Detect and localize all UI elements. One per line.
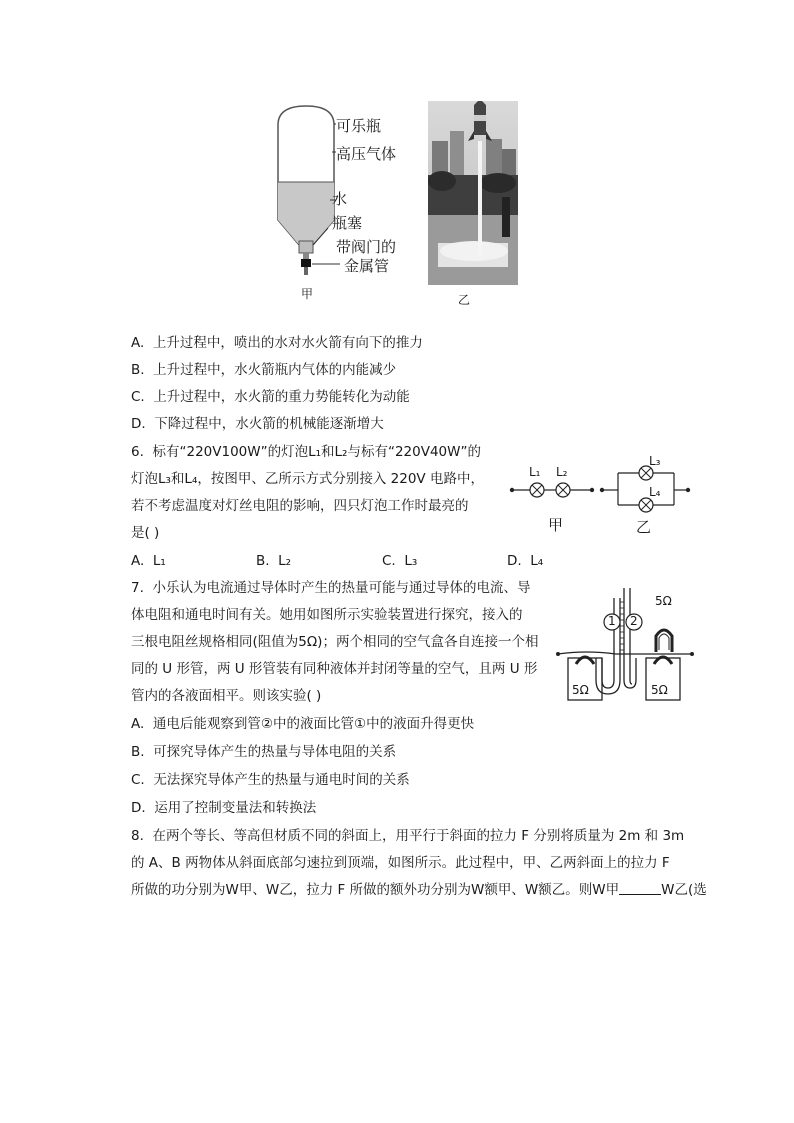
caption-yi-photo: 乙 [458, 293, 471, 307]
q5-option-d-text: 下降过程中，水火箭的机械能逐渐增大 [154, 416, 384, 432]
q8-text-line3-end: W乙(选 [661, 882, 707, 898]
q5-option-b-text: 上升过程中，水火箭瓶内气体的内能减少 [153, 362, 397, 378]
q6-line1 [131, 442, 481, 462]
q7-option-b-text: 可探究导体产生的热量与导体电阻的关系 [153, 744, 397, 760]
lamp-l2-symbol [556, 483, 570, 497]
q8-line3 [131, 880, 707, 900]
q6-option-c[interactable] [382, 551, 417, 571]
q7-number: 7. [131, 580, 144, 596]
q5-option-c[interactable] [131, 387, 410, 407]
lamp-l1-symbol [530, 483, 544, 497]
q5-option-b[interactable] [131, 360, 396, 380]
label-l4: L₄ [649, 485, 661, 499]
q7-line3: 三根电阻丝规格相同(阻值为5Ω)；两个相同的空气盒各自连接一个相 [131, 634, 539, 650]
q7-line5: 管内的各液面相平。则该实验( ) [131, 688, 322, 704]
q6-line3: 若不考虑温度对灯丝电阻的影响，四只灯泡工作时最亮的 [131, 498, 469, 514]
label-metal-pipe: 金属管 [344, 257, 390, 275]
q7-line4: 同的 U 形管，两 U 形管装有同种液体并封闭等量的空气，且两 U 形 [131, 661, 538, 677]
label-tube-1: 1 [608, 614, 616, 628]
q6-option-a-letter: A. [131, 553, 145, 569]
q6-text-line1: 标有“220V100W”的灯泡L₁和L₂与标有“220V40W”的 [152, 444, 481, 460]
q5-option-b-letter: B. [131, 362, 145, 378]
q8-text-line3: 所做的功分别为W甲、W乙，拉力 F 所做的额外功分别为W额甲、W额乙。则W甲 [131, 882, 620, 898]
caption-circuit-jia: 甲 [548, 516, 564, 534]
q7-option-b[interactable] [131, 742, 396, 762]
q5-option-a-text: 上升过程中，喷出的水对水火箭有向下的推力 [152, 335, 423, 351]
q6-option-d[interactable] [507, 551, 543, 571]
label-l1: L₁ [529, 465, 541, 479]
q8-answer-blank[interactable] [619, 881, 661, 895]
q7-option-d[interactable] [131, 798, 316, 818]
label-stopper: 瓶塞 [332, 214, 363, 232]
label-cola-bottle: 可乐瓶 [336, 117, 382, 135]
q7-option-c-text: 无法探究导体产生的热量与通电时间的关系 [153, 772, 410, 788]
q6-line2: 灯泡L₃和L₄，按图甲、乙所示方式分别接入 220V 电路中， [131, 471, 484, 487]
q6-option-d-text: L₄ [530, 553, 544, 569]
q5-option-d-letter: D. [131, 416, 146, 432]
q6-option-d-letter: D. [507, 553, 522, 569]
q7-line1 [131, 578, 530, 598]
q7-text-line1: 小乐认为电流通过导体时产生的热量可能与通过导体的电流、导 [152, 580, 531, 596]
q7-option-b-letter: B. [131, 744, 145, 760]
q6-option-a-text: L₁ [152, 553, 166, 569]
q7-option-c-letter: C. [131, 772, 145, 788]
caption-jia-rocket: 甲 [301, 287, 314, 301]
q7-option-a-letter: A. [131, 716, 145, 732]
q7-line2: 体电阻和通电时间有关。她用如图所示实验装置进行探究，接入的 [131, 607, 523, 623]
caption-circuit-yi: 乙 [636, 518, 652, 536]
lamp-l4-symbol [639, 498, 653, 512]
label-with-valve: 带阀门的 [336, 238, 397, 256]
q6-option-b-letter: B. [256, 553, 270, 569]
q6-option-c-letter: C. [382, 553, 396, 569]
q6-option-c-text: L₃ [404, 553, 418, 569]
q8-text-line1: 在两个等长、等高但材质不同的斜面上，用平行于斜面的拉力 F 分别将质量为 2m 和 3m [152, 828, 685, 844]
q6-line4: 是( ) [131, 525, 160, 541]
q8-line2: 的 A、B 两物体从斜面底部匀速拉到顶端，如图所示。此过程中，甲、乙两斜面上的拉力 F [131, 855, 670, 871]
q8-line1 [131, 826, 684, 846]
circuit-parallel-diagram [598, 455, 694, 525]
q7-option-a-text: 通电后能观察到管②中的液面比管①中的液面升得更快 [152, 716, 475, 732]
label-r-top: 5Ω [655, 594, 672, 608]
q5-option-d[interactable] [131, 414, 384, 434]
label-tube-2: 2 [630, 614, 638, 628]
q6-number: 6. [131, 444, 144, 460]
q5-option-c-text: 上升过程中，水火箭的重力势能转化为动能 [153, 389, 410, 405]
q5-option-c-letter: C. [131, 389, 145, 405]
label-r-left: 5Ω [572, 683, 589, 697]
q6-option-b-text: L₂ [278, 553, 292, 569]
q7-option-d-text: 运用了控制变量法和转换法 [154, 800, 317, 816]
q6-option-b[interactable] [256, 551, 291, 571]
label-r-right: 5Ω [651, 683, 668, 697]
q5-option-a[interactable] [131, 333, 423, 353]
label-high-pressure-gas: 高压气体 [336, 145, 397, 163]
lamp-l3-symbol [639, 466, 653, 480]
q7-option-c[interactable] [131, 770, 410, 790]
rocket-launch-photo [428, 101, 518, 285]
label-l2: L₂ [556, 465, 568, 479]
q5-option-a-letter: A. [131, 335, 145, 351]
q6-option-a[interactable] [131, 551, 166, 571]
label-water: 水 [332, 190, 348, 208]
label-l3: L₃ [649, 454, 661, 468]
q7-option-a[interactable] [131, 714, 474, 734]
q8-number: 8. [131, 828, 144, 844]
q7-option-d-letter: D. [131, 800, 146, 816]
